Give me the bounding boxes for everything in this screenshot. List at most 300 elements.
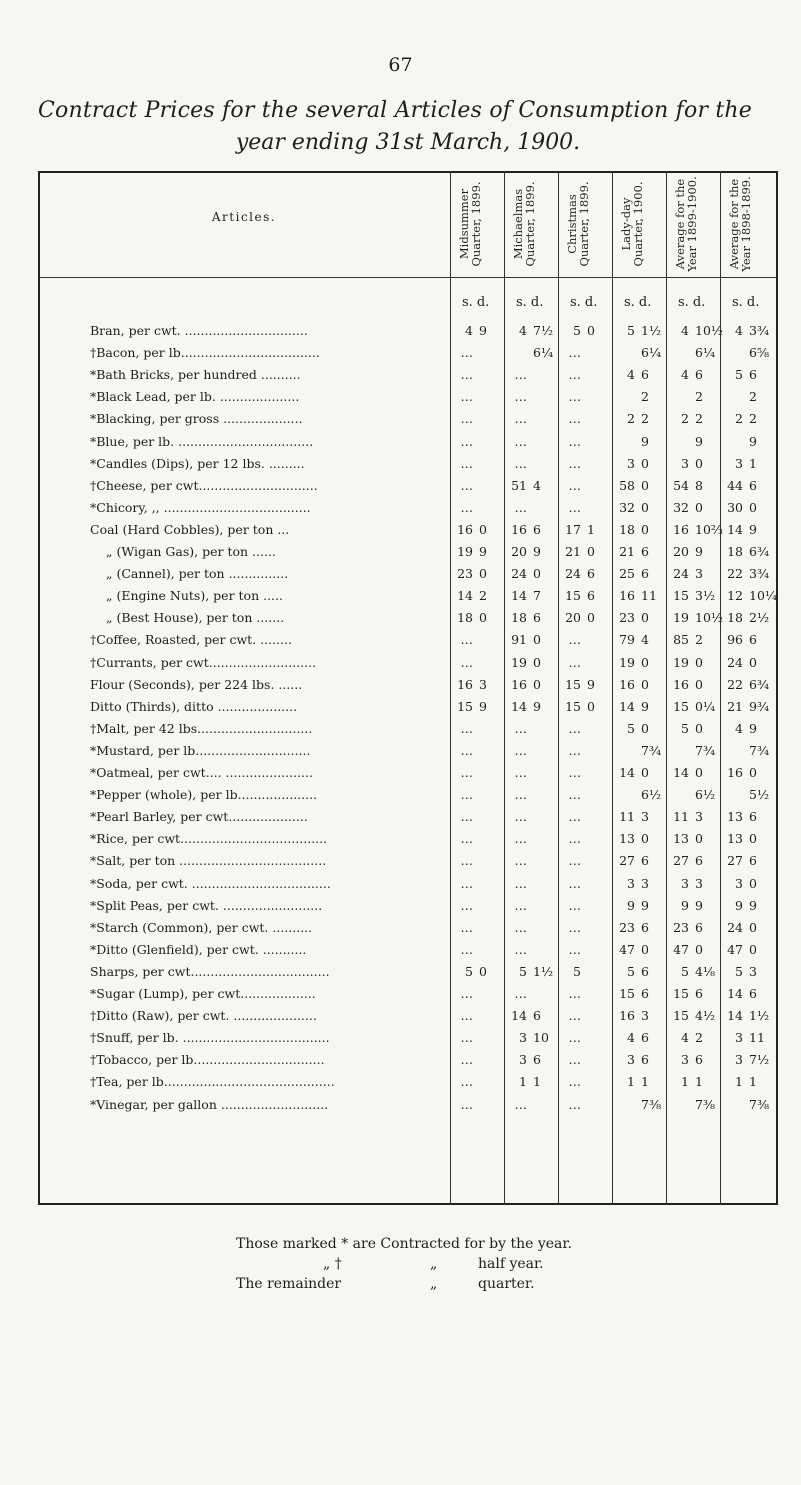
article-name: „ (Cannel), per ton ............... [106,566,289,582]
shillings: … [460,499,473,515]
shillings: 24 [727,919,743,935]
table-row [38,942,778,958]
shillings: 13 [673,831,689,847]
shillings: 16 [727,765,743,780]
pence: 9 [641,698,649,714]
header-divider [38,277,778,278]
table-row [38,853,778,869]
pence: 11 [641,588,657,604]
price-cell [451,588,503,604]
pence: 4⅛ [695,963,716,979]
price-cell [721,411,773,427]
price-cell [505,610,557,626]
price-cell [559,456,611,472]
pence: 0 [695,455,703,471]
price-cell [613,411,665,427]
price-cell [559,323,611,339]
pence: 7⅜ [695,1096,716,1112]
footer-line-2-marker: „ † [323,1256,342,1272]
price-cell [505,765,557,781]
shillings: … [514,1096,527,1112]
column-header: Average for the Year 1898-1899. [727,176,753,272]
shillings: … [568,986,581,1001]
shillings: 5 [465,963,473,979]
shillings: … [514,809,527,825]
shillings: 19 [457,544,473,559]
article-name: *Pepper (whole), per lb.................... [90,787,318,803]
price-cell [667,500,719,516]
shillings: 15 [673,986,689,1001]
price-cell [667,323,724,339]
shillings: … [460,742,473,758]
price-cell [613,655,665,671]
price-cell [721,920,773,936]
pence: 0 [749,831,757,847]
shillings: 24 [673,566,689,582]
pence: 5½ [749,787,770,803]
shillings: 23 [457,566,473,582]
article-name: *Pearl Barley, per cwt.................... [90,809,308,825]
shillings: … [568,809,581,825]
pence: 0 [533,676,541,692]
price-cell [451,632,503,648]
shillings: 21 [619,544,635,559]
shillings: 51 [511,477,527,493]
table-row [38,787,778,803]
shillings: 16 [511,676,527,692]
table-row [38,434,778,450]
column-header: Michaelmas Quarter, 1899. [511,181,537,267]
price-cell [505,434,557,450]
pence: 6 [533,1008,541,1024]
pence: 4½ [695,1008,716,1024]
shillings: … [514,919,527,935]
pence: 0 [587,544,595,559]
shillings: 27 [673,853,689,869]
pence: 0 [749,654,757,670]
price-cell [559,610,611,626]
footer-line-1: Those marked * are Contracted for by the year. [236,1236,573,1252]
shillings: 2 [681,411,689,427]
shillings: 27 [619,853,635,869]
shillings: … [514,986,527,1001]
price-cell [559,920,611,936]
pence: 9 [479,698,487,714]
shillings: 4 [681,323,689,338]
price-cell [505,699,557,715]
shillings: 14 [511,1008,527,1024]
price-cell [505,898,557,914]
price-cell [667,831,719,847]
price-cell [505,323,557,339]
price-cell [505,964,557,980]
pence: 3¾ [749,566,770,582]
price-cell [721,367,773,383]
pence: 10¼ [749,588,778,604]
shillings: … [514,411,527,427]
price-cell [451,677,503,693]
pence: 11 [749,1030,765,1046]
pence: 2 [749,389,757,405]
pence: 6 [533,1052,541,1068]
table-row [38,743,778,759]
price-cell [721,1008,773,1024]
pence: 0 [695,765,703,780]
shillings: … [568,411,581,427]
article-name: †Bacon, per lb................................... [90,345,320,361]
price-cell [559,743,611,759]
pence: 6 [587,588,595,604]
footer-line-2-ditto: „ [430,1256,438,1272]
shillings: … [514,787,527,803]
article-name: Ditto (Thirds), ditto .................... [90,698,298,714]
shillings: … [514,433,527,449]
price-cell [613,765,665,781]
price-cell [667,389,719,405]
price-cell [667,787,719,803]
price-cell [613,323,665,339]
price-cell [613,389,665,405]
price-cell [559,434,611,450]
price-cell [613,942,665,958]
price-cell [505,876,557,892]
shillings: … [568,720,581,736]
price-cell [721,986,773,1002]
pence: 0 [749,919,757,935]
shillings: 23 [673,919,689,935]
shillings: 15 [565,676,581,692]
pence: 9 [749,521,757,537]
price-cell [559,500,611,516]
shillings: 11 [673,809,689,825]
price-cell [505,411,557,427]
shillings: 3 [735,875,743,891]
pence: 7½ [533,323,554,338]
shillings: … [460,455,473,471]
shillings: … [460,765,473,780]
price-cell [667,411,719,427]
shillings: 18 [511,610,527,626]
pence: 10⅔ [695,521,724,537]
price-cell [559,721,611,737]
table-row [38,1008,778,1024]
price-cell [451,831,503,847]
pence: 6 [641,544,649,559]
pence: 6¼ [641,345,662,361]
price-cell [559,986,611,1002]
page-number: 67 [388,54,413,76]
footer-line-3-left: The remainder [236,1276,342,1292]
shillings: 18 [619,521,635,537]
shillings: … [460,1074,473,1090]
price-cell [721,1052,773,1068]
pence: 3 [641,875,649,891]
pence: 0¼ [695,698,716,714]
price-cell [451,566,503,582]
price-cell [613,522,665,538]
price-cell [451,1074,503,1090]
shillings: … [460,1030,473,1046]
shillings: 4 [735,720,743,736]
pence: 1 [749,455,757,471]
shillings: 3 [627,455,635,471]
article-name: Flour (Seconds), per 224 lbs. ...... [90,676,303,692]
price-cell [667,1074,719,1090]
unit-label: s. d. [516,295,544,310]
shillings: 5 [627,323,635,338]
price-cell [451,853,503,869]
pence: 9 [641,897,649,913]
price-cell [667,920,719,936]
price-cell [451,434,503,450]
pence: 0 [641,676,649,692]
shillings: 23 [619,610,635,626]
price-cell [451,500,503,516]
price-cell [613,986,665,1002]
price-cell [613,743,665,759]
pence: 0 [641,765,649,780]
price-cell [559,345,611,361]
shillings: 5 [573,963,581,979]
price-cell [721,610,773,626]
shillings: 24 [565,566,581,582]
shillings: … [514,875,527,891]
pence: 2½ [749,610,770,626]
price-cell [451,610,503,626]
shillings: 17 [565,521,581,537]
shillings: 32 [619,499,635,515]
pence: 9 [749,720,757,736]
shillings: … [568,1052,581,1068]
price-cell [613,456,665,472]
shillings: … [514,831,527,847]
table-row [38,544,778,560]
column-header: Midsummer Quarter, 1899. [457,181,483,267]
article-name: *Chicory, ,, ..................................... [90,499,311,515]
shillings: … [514,853,527,869]
pence: 1½ [641,323,662,338]
shillings: … [568,1008,581,1024]
price-cell [559,522,611,538]
price-cell [667,853,719,869]
pence: 6 [749,853,757,869]
shillings: 96 [727,632,743,648]
pence: 10 [533,1030,549,1046]
price-cell [721,743,773,759]
price-cell [667,566,719,582]
price-cell [667,942,719,958]
price-cell [505,1052,557,1068]
price-cell [667,721,719,737]
pence: 0 [641,455,649,471]
table-row [38,1074,778,1090]
pence: 2 [695,389,703,405]
article-name: „ (Best House), per ton ....... [106,610,285,626]
price-cell [451,478,503,494]
pence: 0 [749,941,757,957]
pence: 0 [695,941,703,957]
pence: 4 [533,477,541,493]
price-cell [505,367,557,383]
price-cell [559,677,611,693]
shillings: … [460,831,473,847]
price-cell [559,1074,611,1090]
page-title [38,95,778,159]
shillings: … [568,654,581,670]
shillings: 5 [681,963,689,979]
shillings: … [460,787,473,803]
price-cell [613,367,665,383]
shillings: 2 [735,411,743,427]
table-row [38,721,778,737]
table-row [38,389,778,405]
pence: 9 [533,698,541,714]
pence: 9 [587,676,595,692]
price-cell [559,942,611,958]
price-cell [613,721,665,737]
table-row [38,765,778,781]
pence: 9 [749,897,757,913]
shillings: 13 [727,831,743,847]
shillings: … [514,499,527,515]
pence: 0 [641,720,649,736]
price-cell [667,544,719,560]
price-cell [559,1008,611,1024]
shillings: 4 [735,323,743,338]
unit-label: s. d. [570,295,598,310]
shillings: 1 [735,1074,743,1090]
price-cell [721,544,773,560]
shillings: … [568,632,581,648]
price-cell [505,588,557,604]
pence: 0 [533,566,541,582]
price-cell [505,721,557,737]
pence: 2 [641,389,649,405]
shillings: 15 [619,986,635,1001]
price-cell [667,809,719,825]
price-cell [451,544,503,560]
article-name: *Soda, per cwt. ................................... [90,875,331,891]
pence: 7¾ [749,742,770,758]
shillings: 4 [465,323,473,338]
price-cell [451,367,503,383]
pence: 0 [587,323,595,338]
pence: 9 [479,323,487,338]
shillings: 14 [511,698,527,714]
price-cell [451,389,503,405]
table-row [38,964,778,980]
price-cell [613,1030,665,1046]
shillings: 18 [727,610,743,626]
article-name: *Sugar (Lump), per cwt................... [90,986,316,1001]
pence: 6 [749,367,757,383]
shillings: 19 [673,654,689,670]
shillings: 4 [627,367,635,383]
pence: 9 [695,897,703,913]
shillings: 1 [519,1074,527,1090]
article-name: †Coffee, Roasted, per cwt. ........ [90,632,292,648]
pence: 0 [641,941,649,957]
shillings: … [568,875,581,891]
pence: 0 [695,676,703,692]
shillings: 20 [565,610,581,626]
shillings: … [460,1052,473,1068]
price-cell [721,1097,773,1113]
price-cell [721,721,773,737]
article-name: *Blue, per lb. .................................. [90,433,314,449]
price-cell [667,1008,719,1024]
shillings: … [568,897,581,913]
pence: 7¾ [695,742,716,758]
price-cell [451,743,503,759]
pence: 6 [533,610,541,626]
article-name: †Snuff, per lb. ..................................... [90,1030,330,1046]
shillings: 19 [511,654,527,670]
pence: 1½ [533,963,554,979]
price-cell [667,898,719,914]
shillings: … [460,919,473,935]
price-cell [451,345,503,361]
price-cell [559,809,611,825]
table-row [38,1097,778,1113]
price-cell [451,942,503,958]
price-cell [559,853,611,869]
price-cell [505,632,557,648]
price-cell [451,920,503,936]
footer-line-3-ditto: „ [430,1276,438,1292]
price-cell [667,765,719,781]
price-cell [559,389,611,405]
article-name: †Cheese, per cwt.............................. [90,477,318,493]
article-name: „ (Wigan Gas), per ton ...... [106,544,276,559]
price-cell [505,655,557,671]
price-cell [721,964,773,980]
price-cell [559,964,611,980]
price-cell [613,345,665,361]
shillings: … [514,941,527,957]
pence: 0 [641,654,649,670]
price-cell [613,876,665,892]
price-cell [559,765,611,781]
price-cell [613,809,665,825]
shillings: … [460,897,473,913]
price-cell [505,500,557,516]
pence: 7½ [749,1052,770,1068]
shillings: … [568,941,581,957]
shillings: 14 [619,698,635,714]
price-cell [613,898,665,914]
pence: 3 [641,1008,649,1024]
shillings: … [568,499,581,515]
table-row [38,478,778,494]
article-name: †Malt, per 42 lbs............................. [90,720,313,736]
shillings: … [514,765,527,780]
shillings: 16 [673,676,689,692]
price-cell [559,544,611,560]
price-cell [721,632,773,648]
shillings: 20 [673,544,689,559]
price-cell [451,898,503,914]
unit-label: s. d. [678,295,706,310]
price-cell [613,500,665,516]
shillings: 11 [619,809,635,825]
shillings: 9 [735,897,743,913]
pence: 1 [749,1074,757,1090]
price-cell [721,677,773,693]
shillings: 16 [619,676,635,692]
shillings: 4 [681,367,689,383]
price-cell [505,566,557,582]
